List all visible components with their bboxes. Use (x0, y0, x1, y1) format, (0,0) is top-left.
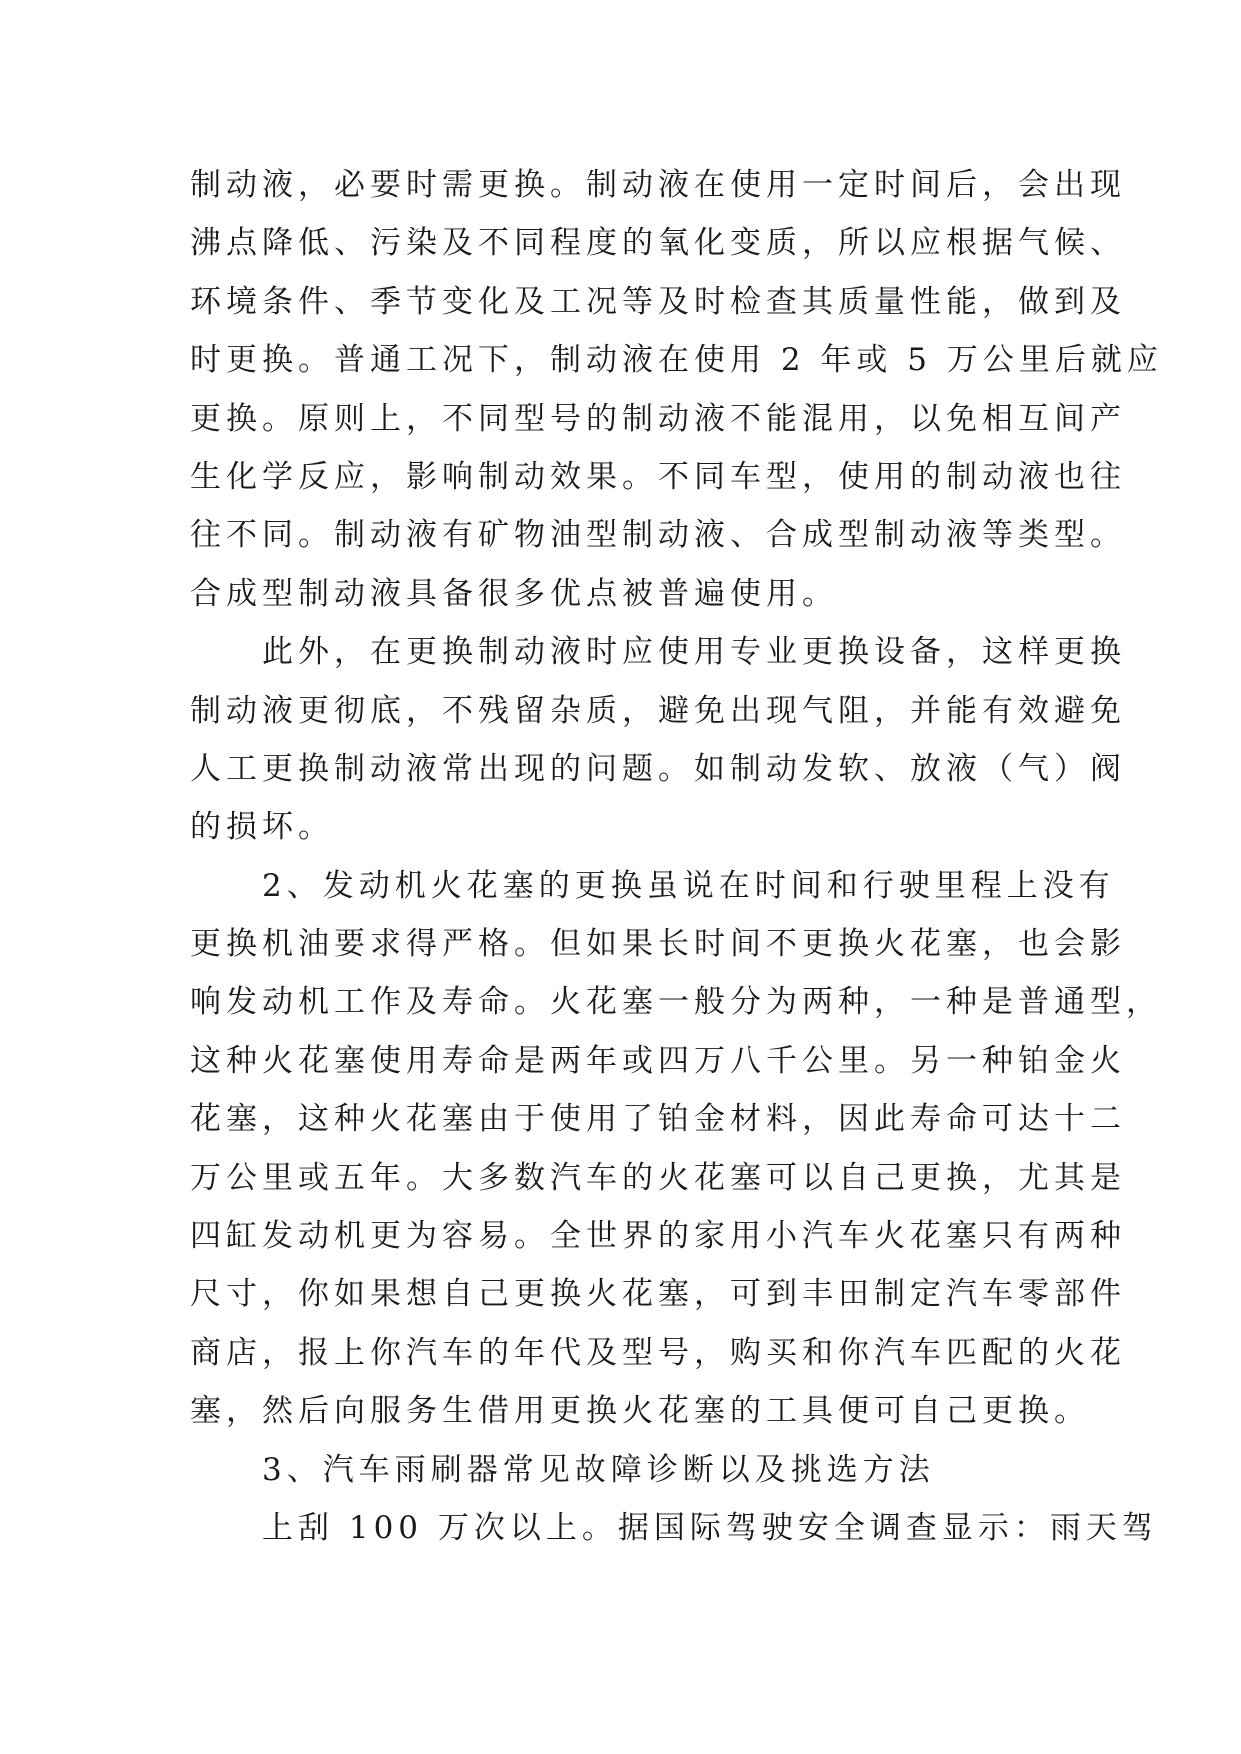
text-line: 商店，报上你汽车的年代及型号，购买和你汽车匹配的火花 (190, 1334, 1126, 1371)
text-line: 更换。原则上，不同型号的制动液不能混用，以免相互间产 (190, 400, 1126, 437)
text-line: 的损坏。 (190, 809, 334, 846)
text-line: 人工更换制动液常出现的问题。如制动发软、放液（气）阀 (190, 750, 1126, 787)
text-line: 万公里或五年。大多数汽车的火花塞可以自己更换，尤其是 (190, 1159, 1126, 1196)
section-heading: 3、汽车雨刷器常见故障诊断以及挑选方法 (262, 1451, 935, 1488)
text-line: 花塞，这种火花塞由于使用了铂金材料，因此寿命可达十二 (190, 1101, 1126, 1138)
text-line: 这种火花塞使用寿命是两年或四万八千公里。另一种铂金火 (190, 1042, 1126, 1079)
text-line: 沸点降低、污染及不同程度的氧化变质，所以应根据气候、 (190, 225, 1126, 262)
text-line: 往不同。制动液有矿物油型制动液、合成型制动液等类型。 (190, 517, 1126, 554)
text-line: 时更换。普通工况下，制动液在使用 2 年或 5 万公里后就应 (190, 342, 1163, 379)
text-line: 四缸发动机更为容易。全世界的家用小汽车火花塞只有两种 (190, 1218, 1126, 1255)
paragraph-start-line: 2、发动机火花塞的更换虽说在时间和行驶里程上没有 (262, 867, 1115, 904)
text-line: 更换机油要求得严格。但如果长时间不更换火花塞，也会影 (190, 926, 1126, 963)
text-line: 制动液，必要时需更换。制动液在使用一定时间后，会出现 (190, 167, 1126, 203)
paragraph-start-line: 上刮 100 万次以上。据国际驾驶安全调查显示：雨天驾 (262, 1509, 1158, 1546)
text-line: 尺寸，你如果想自己更换火花塞，可到丰田制定汽车零部件 (190, 1276, 1126, 1313)
text-line: 响发动机工作及寿命。火花塞一般分为两种，一种是普通型， (190, 984, 1162, 1021)
text-line: 合成型制动液具备很多优点被普遍使用。 (190, 575, 838, 612)
document-body (190, 156, 1163, 1557)
text-line: 生化学反应，影响制动效果。不同车型，使用的制动液也往 (190, 458, 1126, 495)
text-line: 塞，然后向服务生借用更换火花塞的工具便可自己更换。 (190, 1393, 1090, 1430)
paragraph-start-line: 此外，在更换制动液时应使用专业更换设备，这样更换 (262, 634, 1126, 671)
text-line: 环境条件、季节变化及工况等及时检查其质量性能，做到及 (190, 283, 1126, 320)
text-line: 制动液更彻底，不残留杂质，避免出现气阻，并能有效避免 (190, 692, 1126, 729)
